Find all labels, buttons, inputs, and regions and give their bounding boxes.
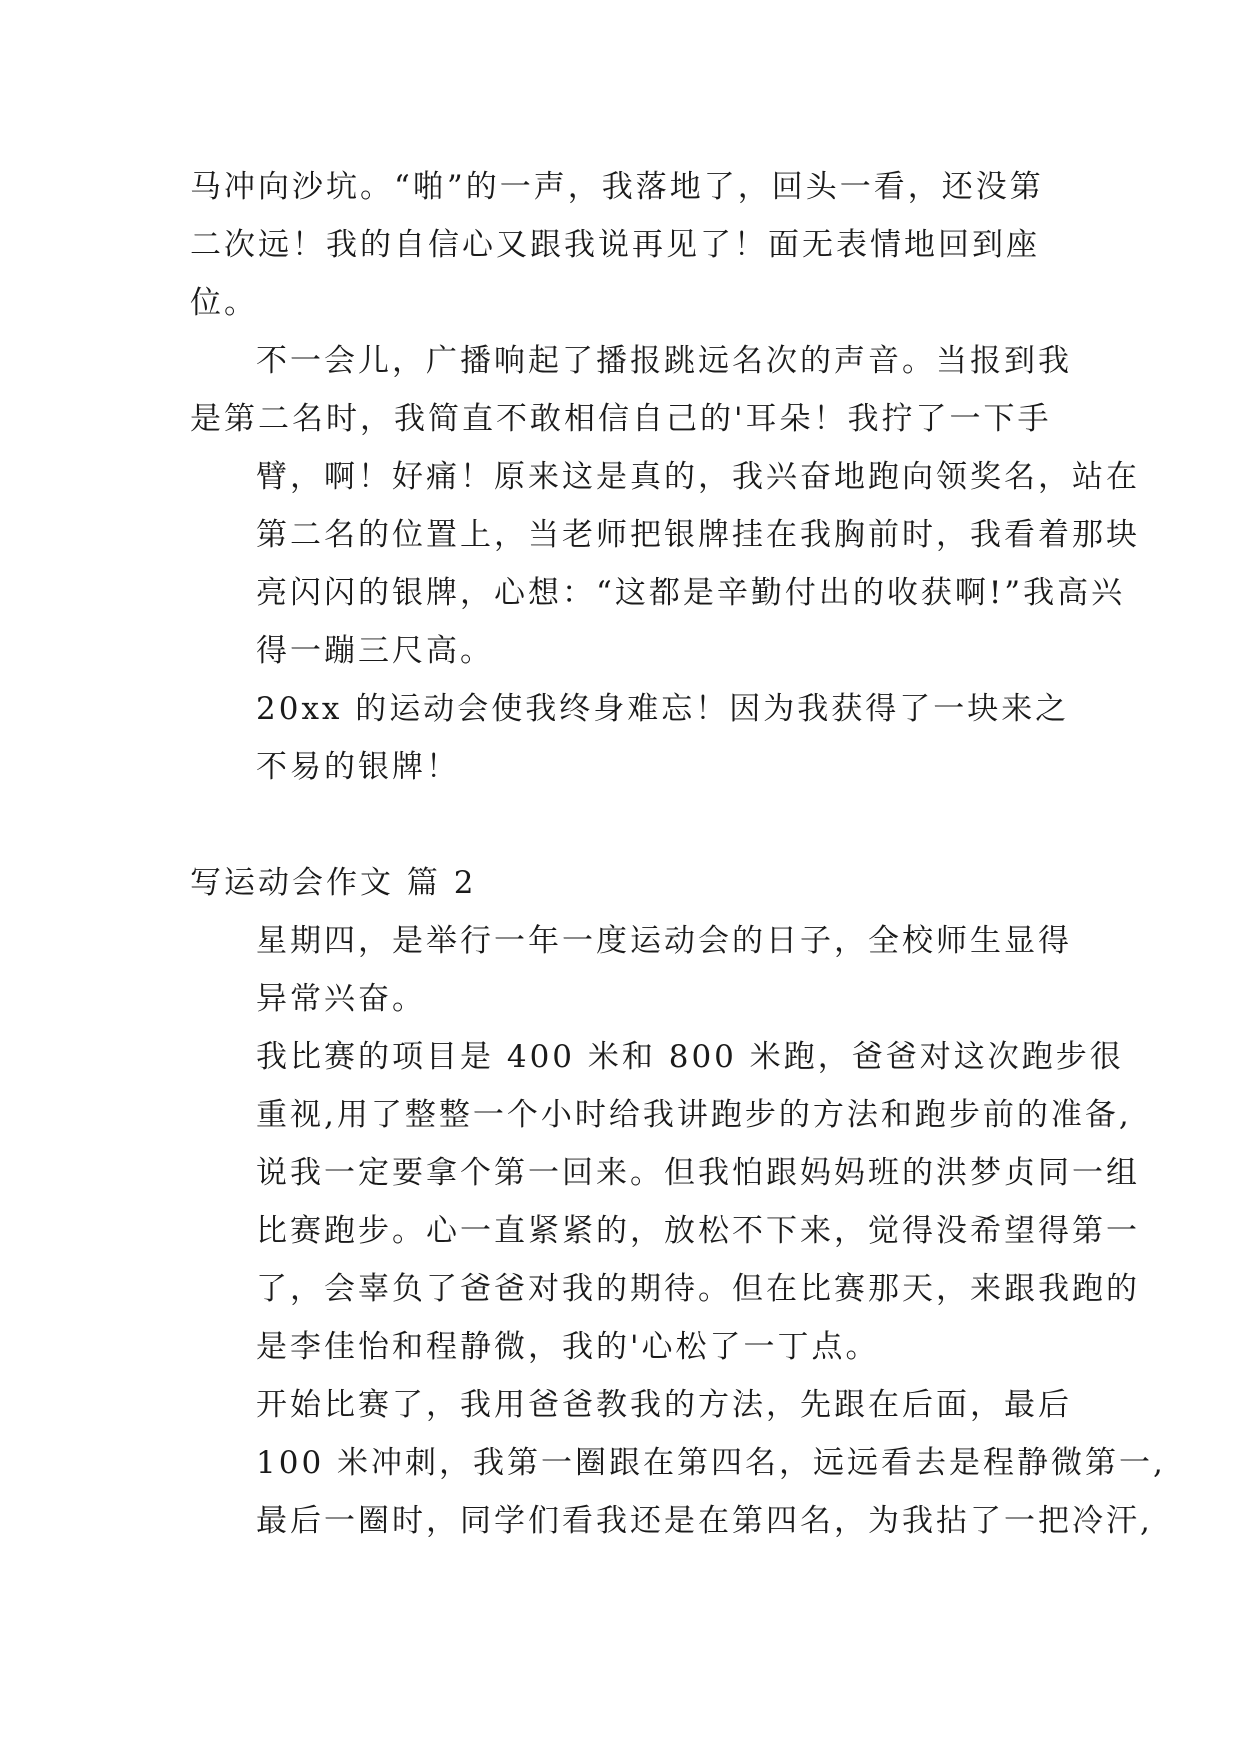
text-line: 比赛跑步。心一直紧紧的，放松不下来，觉得没希望得第一 bbox=[256, 1213, 1140, 1249]
text-line: 得一蹦三尺高。 bbox=[256, 633, 494, 669]
text-line: 我比赛的项目是 400 米和 800 米跑，爸爸对这次跑步很 bbox=[256, 1039, 1124, 1075]
paragraph-ranking-announcement bbox=[190, 332, 1140, 680]
text-line: 第二名的位置上，当老师把银牌挂在我胸前时，我看着那块 bbox=[256, 517, 1140, 553]
text-line: 星期四，是举行一年一度运动会的日子，全校师生显得 bbox=[256, 923, 1072, 959]
paragraph-race-start bbox=[190, 1376, 1166, 1550]
text-line: 100 米冲刺，我第一圈跟在第四名，远远看去是程静微第一, bbox=[256, 1445, 1166, 1481]
text-line: 二次远！我的自信心又跟我说再见了！面无表情地回到座 bbox=[190, 227, 1040, 263]
paragraph-silver-medal bbox=[190, 680, 1070, 796]
text-line: 最后一圈时，同学们看我还是在第四名，为我拈了一把冷汗, bbox=[256, 1503, 1153, 1539]
paragraph-continuation bbox=[190, 158, 1060, 332]
text-line: 了，会辜负了爸爸对我的期待。但在比赛那天，来跟我跑的 bbox=[256, 1271, 1140, 1307]
text-line: 马冲向沙坑。“啪”的一声，我落地了，回头一看，还没第 bbox=[190, 169, 1044, 205]
paragraph-race-events bbox=[190, 1028, 1140, 1376]
document-body bbox=[190, 158, 1166, 1550]
text-line: 臂，啊！好痛！原来这是真的，我兴奋地跑向领奖名，站在 bbox=[256, 459, 1140, 495]
text-line: 20xx 的运动会使我终身难忘！因为我获得了一块来之 bbox=[256, 691, 1070, 727]
paragraph-thursday bbox=[190, 912, 1072, 1028]
text-line: 重视,用了整整一个小时给我讲跑步的方法和跑步前的准备, bbox=[256, 1097, 1132, 1133]
text-line: 位。 bbox=[190, 285, 258, 321]
text-line: 是第二名时，我简直不敢相信自己的'耳朵！我拧了一下手 bbox=[190, 401, 1052, 437]
text-line: 不易的银牌！ bbox=[256, 749, 460, 785]
text-line: 异常兴奋。 bbox=[256, 981, 426, 1017]
text-line: 亮闪闪的银牌，心想：“这都是辛勤付出的收获啊!”我高兴 bbox=[256, 575, 1126, 611]
text-line: 是李佳怡和程静微，我的'心松了一丁点。 bbox=[256, 1329, 880, 1365]
text-line: 不一会儿，广播响起了播报跳远名次的声音。当报到我 bbox=[256, 343, 1072, 379]
text-line: 开始比赛了，我用爸爸教我的方法，先跟在后面，最后 bbox=[256, 1387, 1072, 1423]
text-line: 说我一定要拿个第一回来。但我怕跟妈妈班的洪梦贞同一组 bbox=[256, 1155, 1140, 1191]
section-heading: 写运动会作文 篇 2 bbox=[190, 865, 477, 901]
